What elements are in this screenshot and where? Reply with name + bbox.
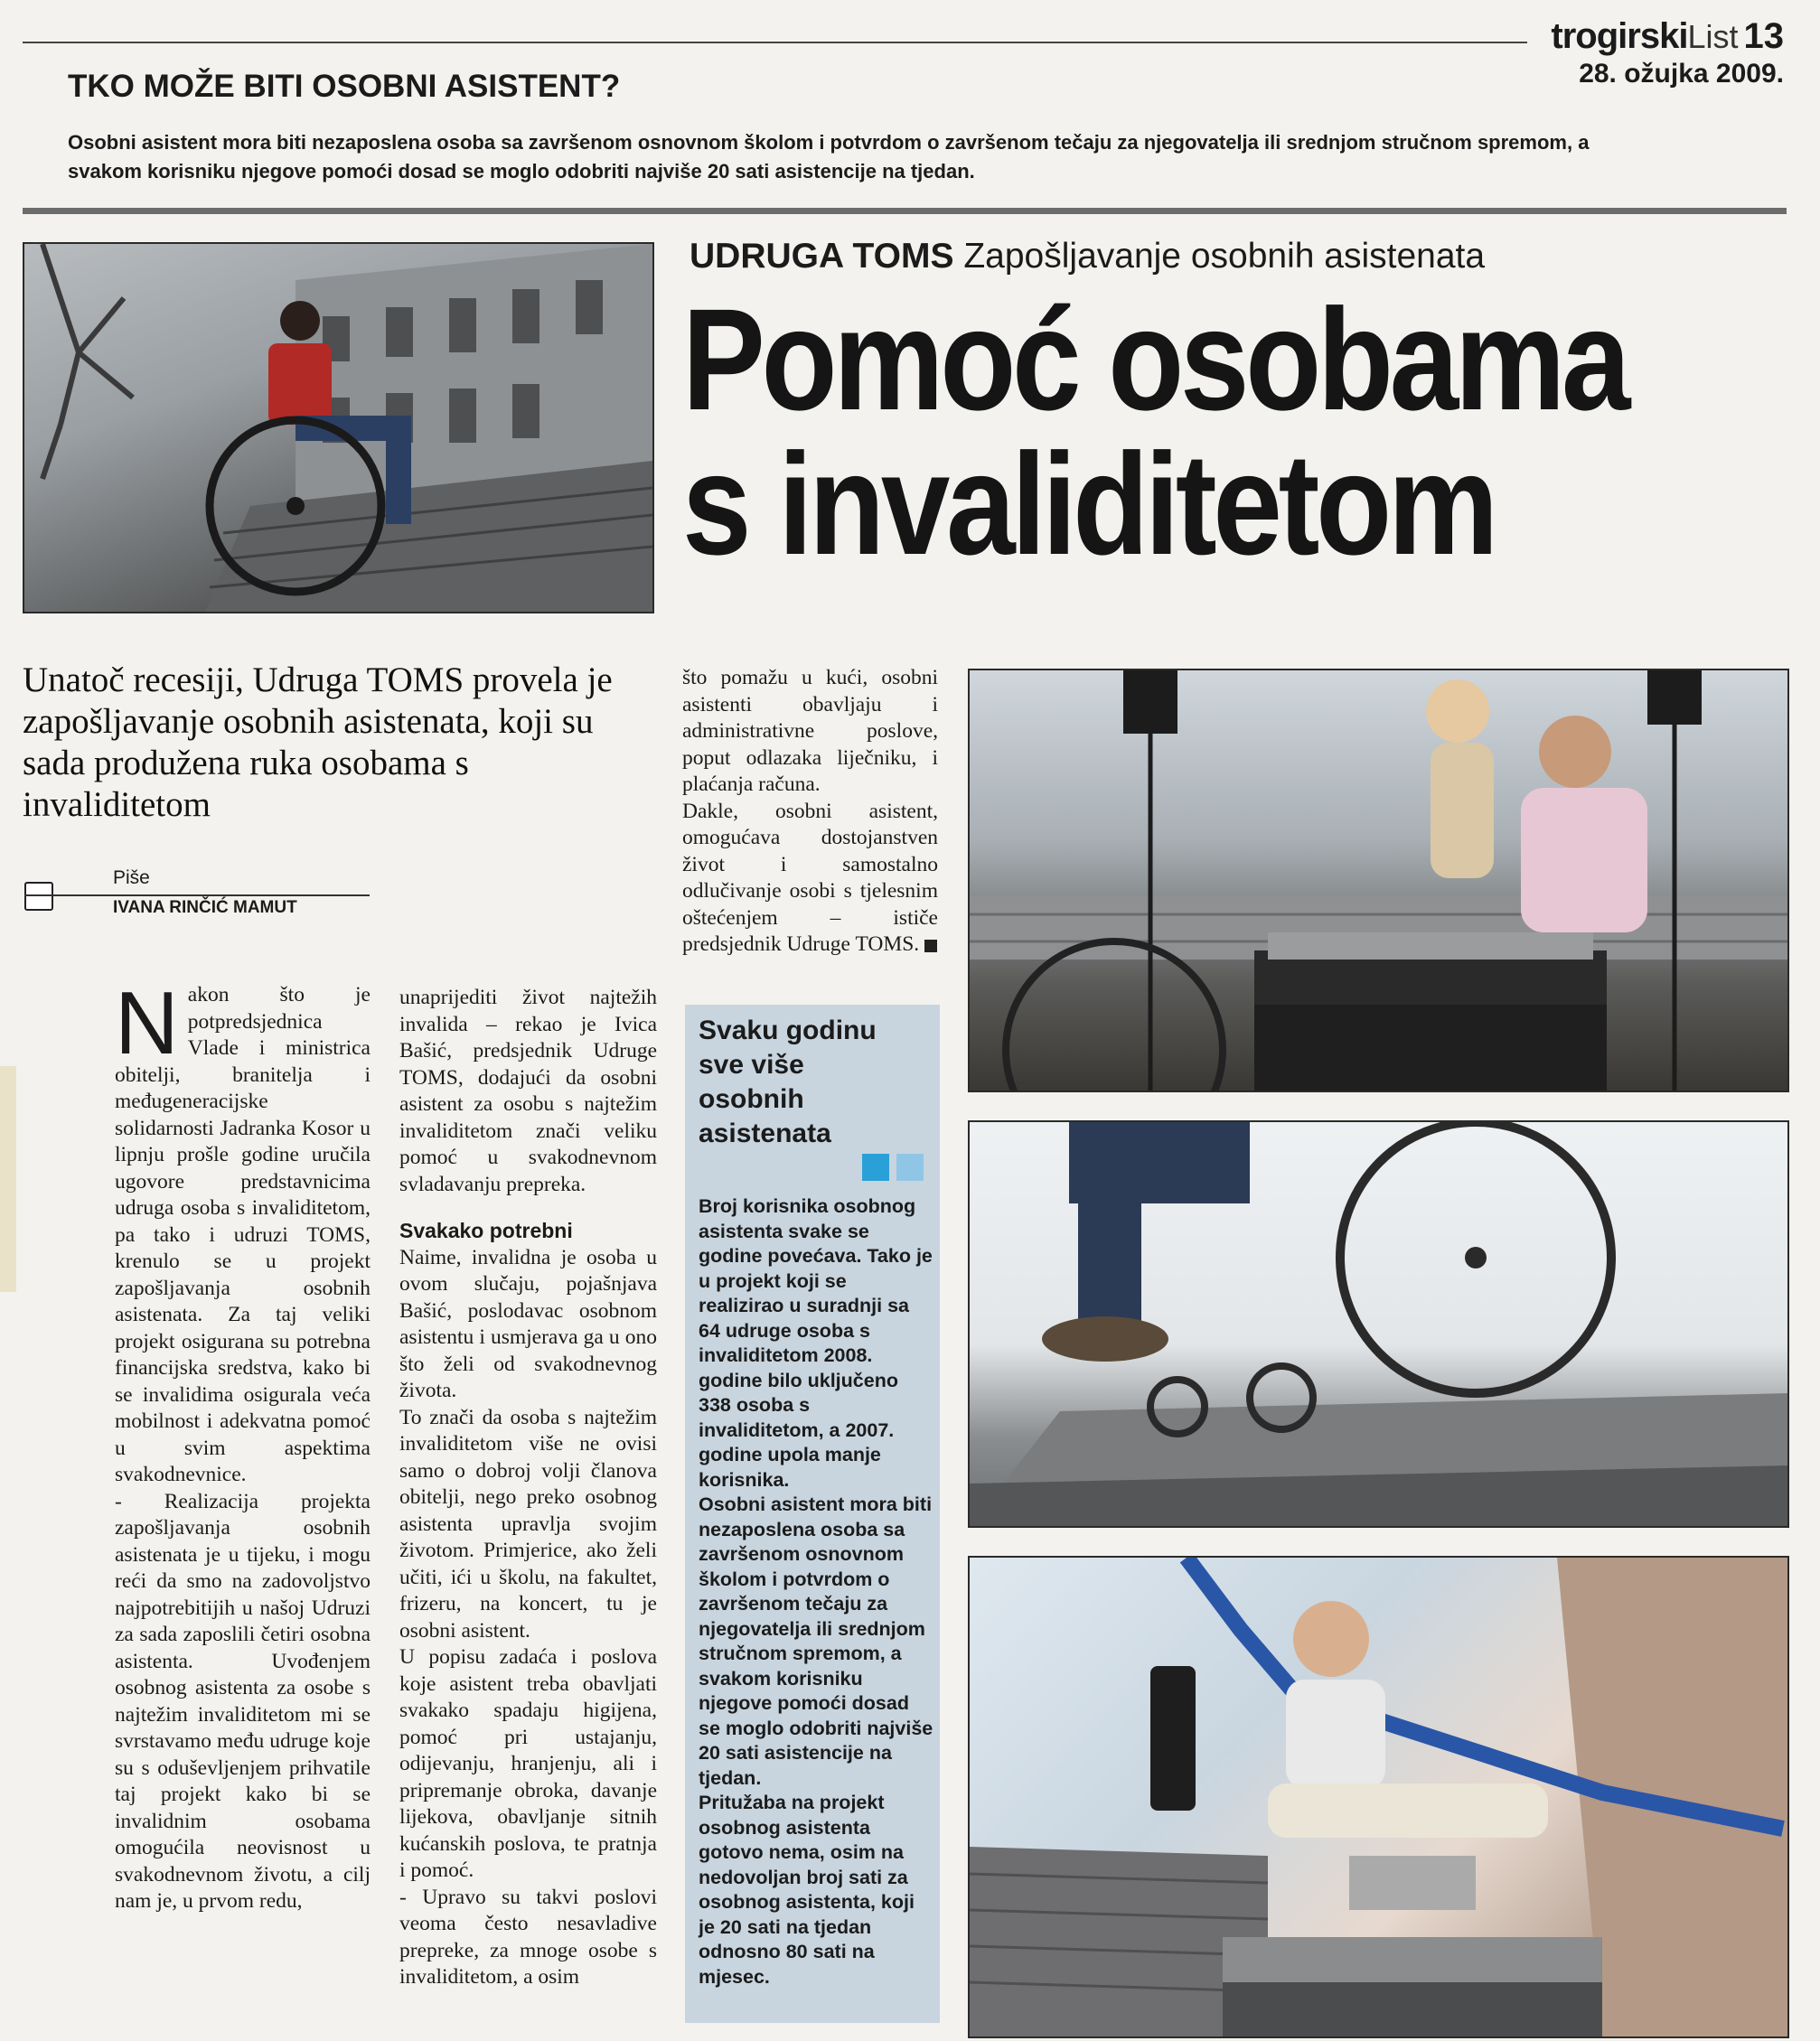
- col2-paragraph-4: U popisu zadaća i poslova koje asistent treba obavljati svakako spadaju higijena, pomoć pri ustajanju, odijevanju, hranjenju, ali i pripremanje obroka, davanje lijekova, obavljanje sitnih kućanskih poslova, te pratnja i pomoć.: [399, 1645, 657, 1882]
- col2-paragraph-3: To znači da osoba s najtežim invaliditetom više ne ovisi samo o dobroj volji članova obitelji, nego preko osobnog asistenta upravlja svojim životom. Primjerice, ako želi učiti, ići u školu, na fakultet, frizeru, na koncert, tu je osobni asistent.: [399, 1405, 657, 1643]
- end-mark-icon: [924, 940, 937, 952]
- kicker: [690, 237, 1485, 276]
- headline-line-2: s invaliditetom: [682, 423, 1495, 585]
- drop-cap: N: [115, 973, 179, 1072]
- col2-paragraph-5: - Upravo su takvi poslovi veoma često nesavladive prepreke, za mnoge osobe s invaliditetom, a osim: [399, 1885, 657, 1989]
- col2-paragraph-1: unaprijediti život najtežih invalida – rekao je Ivica Bašić, predsjednik Udruge TOMS, dodajući da osobni asistent za osobu s najtežim invaliditetom znači veliku pomoć u svakodnevnom svladavanju prepreka.: [399, 986, 657, 1196]
- section-rule: [23, 208, 1787, 214]
- subhead: Svakako potrebni: [399, 1219, 573, 1242]
- kicker-topic: Zapošljavanje osobnih asistenata: [963, 237, 1486, 276]
- page-number: 13: [1743, 16, 1784, 56]
- byline-rule: [24, 894, 370, 896]
- byline-label: Piše: [113, 867, 150, 888]
- accent-square-light: [896, 1154, 924, 1181]
- headline: [682, 278, 1638, 585]
- col3-paragraph-2: Dakle, osobni asistent, omogućava dostojanstven život i samostalno odlučivanje osobi s tjelesnim oštećenjem – ističe predsjednik Udruge TOMS.: [682, 799, 938, 956]
- sidebar-paragraph-3: Pritužaba na projekt osobnog asistenta gotovo nema, osim na nedovoljan broj sati za osobnog asistenta, koji je 20 sati na tjedan odnosno 80 sati na mjesec.: [699, 1792, 915, 1988]
- accent-square-dark: [862, 1154, 889, 1181]
- sidebar-text: [699, 1194, 935, 1990]
- sidebar-paragraph-2: Osobni asistent mora biti nezaposlena osoba sa završenom osnovnom školom i potvrdom o završenom tečaju za njegovatelja ili srednjom stručnom spremom, a svakom korisniku njegove pomoći dosad se moglo odobriti najviše 20 sati asistencije na tjedan.: [699, 1493, 933, 1789]
- photo-wheelchair-ledge: [968, 1120, 1789, 1528]
- lede: Unatoč recesiji, Udruga TOMS provela je zapošljavanje osobnih asistenata, koji su sada produžena ruka osobama s invaliditetom: [23, 660, 613, 824]
- masthead-brand: trogirski: [1551, 16, 1688, 56]
- sidebar-paragraph-1: Broj korisnika osobnog asistenta svake se godine povećava. Tako je u projekt koji se realizirao u suradnji sa 64 udruge osoba s invaliditetom 2008. godine bilo uključeno 338 osoba s invaliditetom, a 2007. godine upola manje korisnika.: [699, 1195, 933, 1491]
- author-icon: [24, 882, 53, 911]
- col1-paragraph-1: akon što je potpredsjednica Vlade i ministrica obitelji, branitelja i međugeneracijske solidarnosti Jadranka Kosor u lipnju prošle godine uručila ugovore predstavnicima udruga osoba s invaliditetom, pa tako i udruzi TOMS, krenulo se u projekt zapošljavanja osobnih asistenata. Za taj veliki projekt osigurana su potrebna financijska sredstva, kako bi se invalidima osigurala veća mobilnost i adekvatna pomoć u svim aspektima svakodnevnice.: [115, 983, 371, 1486]
- photo-dj-wheelchair: [968, 669, 1789, 1092]
- headline-line-1: Pomoć osobama: [682, 278, 1628, 440]
- masthead: [1551, 16, 1784, 89]
- byline-name: IVANA RINČIĆ MAMUT: [113, 898, 297, 917]
- top-rule: [23, 42, 1527, 43]
- photo-wheelchair-building: [23, 242, 654, 613]
- issue-date: 28. ožujka 2009.: [1579, 59, 1784, 89]
- kicker-organization: UDRUGA TOMS: [690, 237, 954, 276]
- info-box-text: Osobni asistent mora biti nezaposlena osoba sa završenom osnovnom školom i potvrdom o završenom tečaju za njegovatelja ili srednjom stručnom spremom, a svakom korisniku njegove pomoći dosad se moglo odobriti najviše 20 sati asistencije na tjedan.: [68, 131, 1590, 183]
- body-column-1: [115, 973, 371, 1915]
- page-bleed: [0, 1066, 16, 1292]
- sidebar-title: Svaku godinu sve više osobnih asistenata: [699, 1016, 877, 1148]
- masthead-brand-suffix: List: [1687, 18, 1739, 55]
- col2-paragraph-2: Naime, invalidna je osoba u ovom slučaju, pojašnjava Bašić, poslodavac osobnom asistentu i usmjerava ga u ono što želi od svakodnevnog života.: [399, 1245, 657, 1402]
- col1-paragraph-2: - Realizacija projekta zapošljavanja osobnih asistenata je u tijeku, i mogu reći da smo na zadovoljstvo najpotrebitijih u našoj Udruzi za sada zaposlili četiri osobna asistenta. Uvođenjem osobnog asistenta za osobe s najtežim invaliditetom mi se svrstavamo među udruge koje su s oduševljenjem prihvatile taj projekt kako bi se invalidnim osobama omogućila neovisnost u svakodnevnom životu, a cilj nam je, u prvom redu,: [115, 1489, 371, 1913]
- photo-stair-lift: [968, 1556, 1789, 2038]
- body-column-2: [399, 985, 657, 1991]
- info-box-title: TKO MOŽE BITI OSOBNI ASISTENT?: [68, 69, 621, 104]
- body-column-3: [682, 665, 938, 959]
- col3-paragraph-1: što pomažu u kući, osobni asistenti obavljaju i administrativne poslove, poput odlazaka liječniku, i plaćanja računa.: [682, 666, 938, 796]
